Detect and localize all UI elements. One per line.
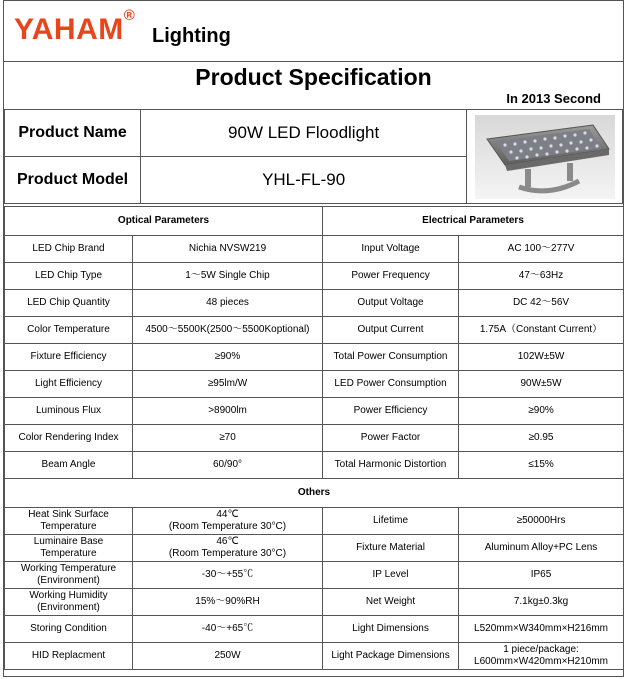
others-value: 1 piece/package: L600mm×W420mm×H210mm	[459, 643, 624, 670]
table-row	[5, 616, 624, 643]
others-label: Light Package Dimensions	[323, 643, 459, 670]
others-value: Aluminum Alloy+PC Lens	[459, 535, 624, 562]
optical-value: ≥95lm/W	[133, 371, 323, 398]
others-label: Working Temperature (Environment)	[5, 562, 133, 589]
optical-label: Light Efficiency	[5, 371, 133, 398]
optical-label: LED Chip Quantity	[5, 290, 133, 317]
brand-logo: YAHAM®	[14, 7, 136, 46]
others-label: HID Replacment	[5, 643, 133, 670]
others-value: 15%～90%RH	[133, 589, 323, 616]
electrical-value: DC 42～56V	[459, 290, 624, 317]
others-label: Light Dimensions	[323, 616, 459, 643]
electrical-label: Output Voltage	[323, 290, 459, 317]
product-name-label: Product Name	[5, 110, 141, 157]
electrical-value: 90W±5W	[459, 371, 624, 398]
spec-table	[4, 206, 624, 670]
optical-value: ≥70	[133, 425, 323, 452]
table-row	[5, 425, 624, 452]
others-label: Net Weight	[323, 589, 459, 616]
electrical-label: Input Voltage	[323, 236, 459, 263]
table-row	[5, 589, 624, 616]
others-label: Heat Sink Surface Temperature	[5, 508, 133, 535]
optical-label: Fixture Efficiency	[5, 344, 133, 371]
others-value: IP65	[459, 562, 624, 589]
optical-parameters-heading: Optical Parameters	[5, 207, 323, 236]
others-value: L520mm×W340mm×H216mm	[459, 616, 624, 643]
electrical-label: Total Harmonic Distortion	[323, 452, 459, 479]
others-label: Fixture Material	[323, 535, 459, 562]
others-heading: Others	[5, 479, 624, 508]
optical-value: 4500～5500K(2500～5500Koptional)	[133, 317, 323, 344]
table-row	[5, 535, 624, 562]
electrical-value: ≥90%	[459, 398, 624, 425]
others-value: ≥50000Hrs	[459, 508, 624, 535]
optical-value: 48 pieces	[133, 290, 323, 317]
others-value: 44℃ (Room Temperature 30°C)	[133, 508, 323, 535]
optical-label: LED Chip Type	[5, 263, 133, 290]
table-row	[5, 508, 624, 535]
others-value: 46℃ (Room Temperature 30°C)	[133, 535, 323, 562]
table-row	[5, 344, 624, 371]
optical-value: ≥90%	[133, 344, 323, 371]
table-row	[5, 452, 624, 479]
others-label: Working Humidity (Environment)	[5, 589, 133, 616]
electrical-label: Power Frequency	[323, 263, 459, 290]
optical-label: Beam Angle	[5, 452, 133, 479]
electrical-value: ≤15%	[459, 452, 624, 479]
brand-suffix: Lighting	[152, 25, 231, 47]
others-value: 7.1kg±0.3kg	[459, 589, 624, 616]
others-label: Storing Condition	[5, 616, 133, 643]
electrical-value: 1.75A（Constant Current）	[459, 317, 624, 344]
others-label: IP Level	[323, 562, 459, 589]
table-row	[5, 236, 624, 263]
electrical-value: 102W±5W	[459, 344, 624, 371]
floodlight-image	[475, 115, 615, 199]
electrical-label: Power Factor	[323, 425, 459, 452]
optical-label: LED Chip Brand	[5, 236, 133, 263]
table-row	[5, 263, 624, 290]
table-row	[5, 398, 624, 425]
product-image	[467, 110, 623, 204]
electrical-label: Power Efficiency	[323, 398, 459, 425]
others-label: Luminaire Base Temperature	[5, 535, 133, 562]
optical-value: 60/90°	[133, 452, 323, 479]
optical-label: Luminous Flux	[5, 398, 133, 425]
others-label: Lifetime	[323, 508, 459, 535]
spec-sheet	[3, 0, 624, 677]
table-row	[5, 371, 624, 398]
product-name-value: 90W LED Floodlight	[141, 110, 467, 157]
electrical-parameters-heading: Electrical Parameters	[323, 207, 624, 236]
others-value: -40～+65℃	[133, 616, 323, 643]
optical-value: Nichia NVSW219	[133, 236, 323, 263]
title-bar	[4, 61, 623, 110]
header	[4, 1, 623, 62]
product-model-value: YHL-FL-90	[141, 157, 467, 204]
electrical-value: ≥0.95	[459, 425, 624, 452]
page-subtitle: In 2013 Second	[506, 91, 601, 106]
electrical-label: LED Power Consumption	[323, 371, 459, 398]
optical-value: >8900lm	[133, 398, 323, 425]
page-title: Product Specification	[195, 64, 432, 90]
optical-label: Color Temperature	[5, 317, 133, 344]
others-value: 250W	[133, 643, 323, 670]
table-row	[5, 562, 624, 589]
electrical-label: Output Current	[323, 317, 459, 344]
table-row	[5, 643, 624, 670]
product-model-label: Product Model	[5, 157, 141, 204]
optical-value: 1～5W Single Chip	[133, 263, 323, 290]
others-value: -30～+55℃	[133, 562, 323, 589]
table-row	[5, 317, 624, 344]
optical-label: Color Rendering Index	[5, 425, 133, 452]
electrical-value: AC 100～277V	[459, 236, 624, 263]
electrical-value: 47～63Hz	[459, 263, 624, 290]
product-table	[4, 109, 623, 204]
electrical-label: Total Power Consumption	[323, 344, 459, 371]
table-row	[5, 290, 624, 317]
